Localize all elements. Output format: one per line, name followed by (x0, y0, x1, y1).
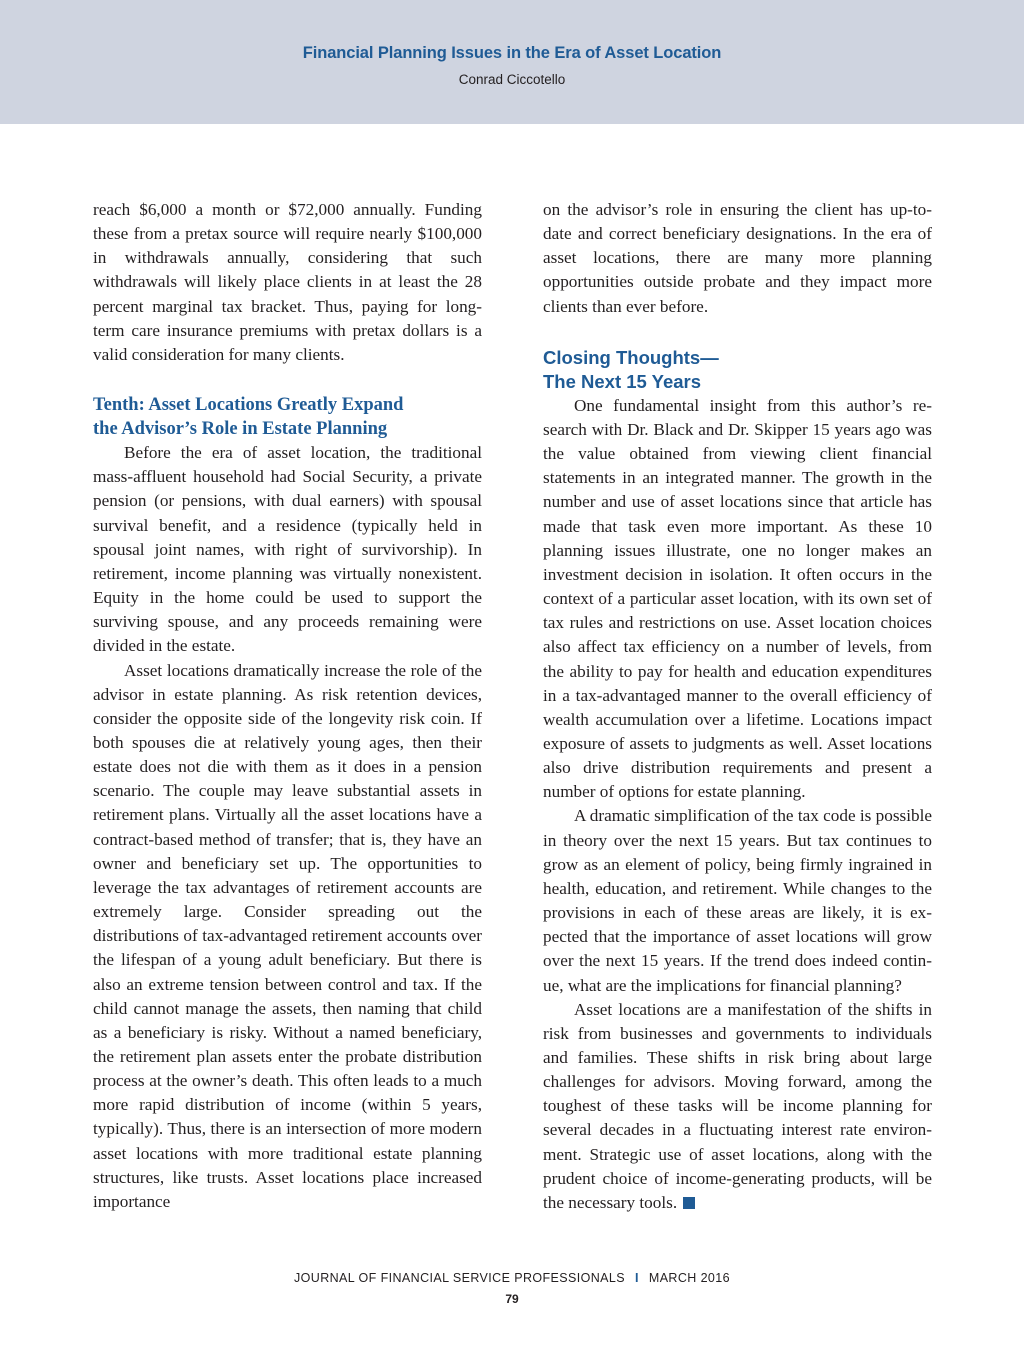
left-column (93, 198, 482, 1214)
footer-journal-name: JOURNAL OF FINANCIAL SERVICE PROFESSIONALS (294, 1271, 625, 1285)
section-heading-tenth-line-1: Tenth: Asset Locations Greatly Expand (93, 395, 404, 416)
running-header-title: Financial Planning Issues in the Era of Asset Location (302, 44, 722, 62)
footer-separator: I (635, 1271, 639, 1285)
running-header-author: Conrad Ciccotello (458, 72, 566, 87)
section-heading-closing-line-2: The Next 15 Years (543, 370, 702, 392)
left-paragraph-1: reach $6,000 a month or $72,000 annually. Funding these from a pretax source will require nearly $100,000 in withdrawals annually, considering that such withdrawals will likely place clients in at least the 28 percent marginal tax bracket. Thus, paying for long-term care insurance premiums with pretax dollars is a valid consideration for many clients. (93, 200, 482, 364)
page-number: 79 (505, 1292, 519, 1306)
right-paragraph-1: on the advisor’s role in ensuring the client has up-to-date and correct beneficiary designations. In the era of asset locations, there are many more planning opportunities outside probate and they impact more clients than ever before. (543, 200, 932, 316)
right-paragraph-3: A dramatic simplification of the tax code is possible in theory over the next 15 years. But tax continues to grow as an element of policy, being firmly ingrained in health, education, and retirement. While changes to the provisions in each of these areas are likely, it is expected that the importance of asset locations will grow over the next 15 years. If the trend does indeed continue, what are the implications for financial planning? (543, 806, 932, 995)
section-heading-tenth-line-2: the Advisor’s Role in Estate Planning (93, 419, 388, 440)
section-heading-closing-thoughts (543, 346, 932, 394)
footer-journal-line (0, 1271, 1024, 1285)
left-paragraph-2: Before the era of asset location, the traditional mass-affluent household had Social Security, a private pension (or pensions, with dual earners) with spousal survival benefit, and a residence (typically held in spousal joint names, with right of survivorship). In retirement, income planning was virtually nonexistent. Equity in the home could be used to support the surviving spouse, and any proceeds remaining were divided in the estate. (93, 443, 482, 656)
section-heading-closing-line-1: Closing Thoughts— (543, 346, 719, 368)
right-paragraph-4 (543, 998, 932, 1215)
left-paragraph-3: Asset locations dramatically increase the role of the advisor in estate planning. As risk retention devices, consider the opposite side of the longevity risk coin. If both spouses die at relatively young ages, then their estate does not die with them as it does in a pension scenario. The couple may leave substantial assets in retirement plans. Virtually all the asset locations have a contract-based method of transfer; that is, they have an owner and beneficiary set up. The opportunities to leverage the tax advantages of retirement accounts are extremely large. Consider spreading out the distributions of tax-advantaged retirement accounts over the lifespan of a young adult beneficiary. But there is also an extreme tension between control and tax. If the child cannot manage the assets, then naming that child as a beneficiary is risky. Without a named beneficiary, the retirement plan assets enter the probate distribution process at the owner’s death. This often leads to a much more rapid distribution of income (within 5 years, typically). Thus, there is an intersection of more modern asset locations with more traditional estate planning structures, like trusts. Asset locations place increased importance (93, 660, 482, 1211)
right-column (543, 198, 932, 1215)
right-paragraph-2: One fundamental insight from this author’s research with Dr. Black and Dr. Skipper 15 years ago was the value obtained from viewing client financial statements in an integrated manner. The growth in the number and use of asset locations since that article has made that task even more important. As these 10 planning issues illustrate, one no longer makes an investment decision in isolation. It often occurs in the context of a particular asset location, with its own set of tax rules and restrictions on use. Asset location choices also affect tax efficiency on a number of levels, from the ability to pay for health and education expenditures in a tax-advantaged manner to the overall efficiency of wealth accumulation over a lifetime. Locations impact exposure of assets to judgments as well. Asset locations also drive distribution requirements and present a number of options for estate planning. (543, 395, 932, 802)
section-heading-tenth (93, 393, 482, 441)
square-end-mark-icon (683, 1197, 695, 1209)
footer-issue-date: MARCH 2016 (648, 1271, 730, 1285)
right-paragraph-4-text: Asset locations are a manifestation of the shifts in risk from businesses and governments to individuals and families. These shifts in risk bring about large challenges for advisors. Moving forward, among the toughest of these tasks will be income planning for several decades in a fluctuating interest rate environment. Strategic use of asset locations, along with the prudent choice of income-generating products, will be the necessary tools. (543, 999, 932, 1212)
running-header-band (0, 0, 1024, 124)
